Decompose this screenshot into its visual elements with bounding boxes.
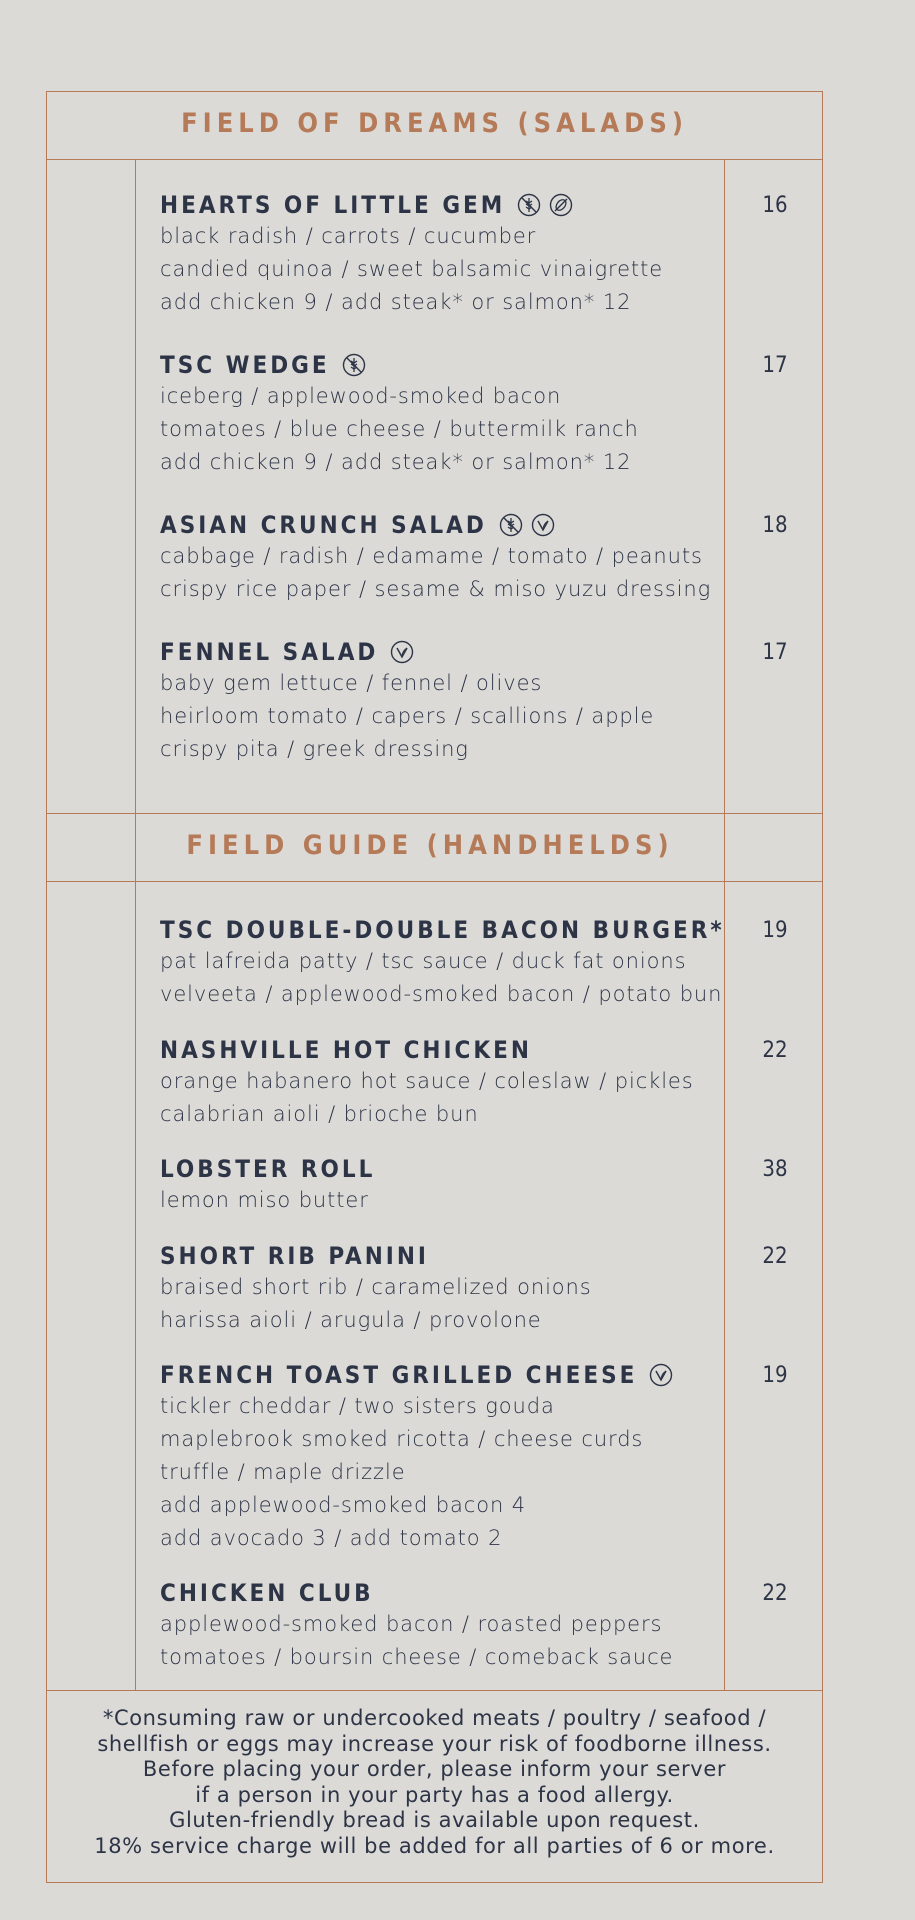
- item-name-text: CHICKEN CLUB: [160, 1579, 374, 1607]
- menu-item-french-toast-grilled-cheese: [160, 1360, 720, 1555]
- item-price: 38: [762, 1157, 788, 1182]
- item-description-line: pat lafreida patty / tsc sauce / duck fat onions: [160, 949, 687, 973]
- item-name: [160, 1360, 720, 1390]
- vegan-icon: [531, 513, 555, 537]
- item-description-line: add applewood-smoked bacon 4: [160, 1493, 526, 1517]
- vegan-icon: [390, 640, 414, 664]
- item-name-text: HEARTS OF LITTLE GEM: [160, 191, 506, 219]
- item-description-line: braised short rib / caramelized onions: [160, 1275, 592, 1299]
- item-name: [160, 350, 720, 380]
- item-name-text: TSC DOUBLE-DOUBLE BACON BURGER*: [160, 916, 725, 944]
- item-name: [160, 915, 725, 945]
- item-description-line: crispy rice paper / sesame & miso yuzu dressing: [160, 577, 712, 601]
- disclaimer-line: Gluten-friendly bread is available upon request.: [169, 1808, 700, 1832]
- handhelds-header-top-rule: [46, 813, 823, 814]
- item-description-line: cabbage / radish / edamame / tomato / peanuts: [160, 544, 703, 568]
- item-name-text: LOBSTER ROLL: [160, 1155, 376, 1183]
- item-price: 17: [762, 353, 788, 378]
- item-name-text: TSC WEDGE: [160, 351, 330, 379]
- item-description-line: harissa aioli / arugula / provolone: [160, 1308, 542, 1332]
- item-description-line: heirloom tomato / capers / scallions / apple: [160, 704, 655, 728]
- disclaimer-line: *Consuming raw or undercooked meats / poultry / seafood /: [102, 1706, 767, 1730]
- disclaimer-line: shellfish or eggs may increase your risk of foodborne illness.: [97, 1731, 772, 1756]
- item-price: 22: [762, 1244, 788, 1269]
- item-description-line: black radish / carrots / cucumber: [160, 224, 537, 248]
- disclaimer-line: 18% service charge will be added for all parties of 6 or more.: [94, 1833, 775, 1858]
- menu-item-tsc-wedge: [160, 350, 720, 479]
- menu-item-asian-crunch-salad: [160, 510, 720, 606]
- item-price: 19: [762, 918, 788, 943]
- item-description-line: applewood-smoked bacon / roasted peppers: [160, 1612, 663, 1636]
- menu-item-lobster-roll: [160, 1154, 720, 1217]
- item-description-line: crispy pita / greek dressing: [160, 737, 469, 761]
- item-name-text: ASIAN CRUNCH SALAD: [160, 511, 487, 539]
- item-name: [160, 1241, 720, 1271]
- disclaimer-line: if a person in your party has a food allergy.: [195, 1782, 674, 1807]
- frame-left-rule: [46, 91, 47, 1883]
- item-name: [160, 510, 720, 540]
- item-name: [160, 1035, 720, 1065]
- item-description-line: add chicken 9 / add steak* or salmon* 12: [160, 290, 632, 314]
- item-price: 19: [762, 1363, 788, 1388]
- item-description-line: orange habanero hot sauce / coleslaw / pickles: [160, 1069, 694, 1093]
- item-name-text: SHORT RIB PANINI: [160, 1242, 429, 1270]
- item-description-line: tomatoes / blue cheese / buttermilk ranch: [160, 417, 639, 441]
- frame-right-rule: [822, 91, 823, 1883]
- gluten-free-icon: [517, 193, 541, 217]
- allergy-disclaimer: [46, 1706, 823, 1859]
- menu-item-nashville-hot-chicken: [160, 1035, 720, 1131]
- salads-section-title: FIELD OF DREAMS (SALADS): [181, 108, 688, 139]
- item-price: 17: [762, 640, 788, 665]
- item-description-line: tickler cheddar / two sisters gouda: [160, 1394, 555, 1418]
- menu-item-tsc-double-double-bacon-burger: [160, 915, 725, 1011]
- gluten-free-icon: [499, 513, 523, 537]
- item-name: [160, 190, 720, 220]
- item-price: 16: [762, 193, 788, 218]
- gluten-free-icon: [342, 353, 366, 377]
- menu-item-chicken-club: [160, 1578, 720, 1674]
- item-description-line: calabrian aioli / brioche bun: [160, 1102, 479, 1126]
- item-price: 22: [762, 1581, 788, 1606]
- salads-header-bottom-rule: [46, 159, 823, 160]
- disclaimer-line: Before placing your order, please inform your server: [142, 1757, 727, 1781]
- item-description-line: truffle / maple drizzle: [160, 1460, 406, 1484]
- item-description-line: velveeta / applewood-smoked bacon / potato bun: [160, 982, 723, 1006]
- item-description-line: baby gem lettuce / fennel / olives: [160, 671, 543, 695]
- inner-left-rule: [135, 159, 136, 1691]
- handhelds-header-bottom-rule: [46, 881, 823, 882]
- menu-item-hearts-of-little-gem: [160, 190, 720, 319]
- item-name-text: NASHVILLE HOT CHICKEN: [160, 1036, 532, 1064]
- item-description-line: add avocado 3 / add tomato 2: [160, 1526, 503, 1550]
- menu-item-fennel-salad: [160, 637, 720, 766]
- vegan-icon: [649, 1363, 673, 1387]
- item-name: [160, 637, 720, 667]
- item-description-line: iceberg / applewood-smoked bacon: [160, 384, 562, 408]
- item-description-line: add chicken 9 / add steak* or salmon* 12: [160, 450, 632, 474]
- item-description-line: lemon miso butter: [160, 1188, 369, 1212]
- frame-top-rule: [46, 91, 823, 92]
- item-name: [160, 1578, 720, 1608]
- item-description-line: maplebrook smoked ricotta / cheese curds: [160, 1427, 644, 1451]
- item-description-line: candied quinoa / sweet balsamic vinaigrette: [160, 257, 664, 281]
- footer-top-rule: [46, 1690, 823, 1691]
- frame-bottom-rule: [46, 1882, 823, 1883]
- item-description-line: tomatoes / boursin cheese / comeback sauce: [160, 1645, 674, 1669]
- item-price: 22: [762, 1038, 788, 1063]
- item-name-text: FRENCH TOAST GRILLED CHEESE: [160, 1361, 638, 1389]
- item-name-text: FENNEL SALAD: [160, 638, 379, 666]
- handhelds-section-title: FIELD GUIDE (HANDHELDS): [186, 830, 674, 861]
- item-price: 18: [762, 513, 788, 538]
- menu-item-short-rib-panini: [160, 1241, 720, 1337]
- nut-free-icon: [549, 193, 573, 217]
- item-name: [160, 1154, 720, 1184]
